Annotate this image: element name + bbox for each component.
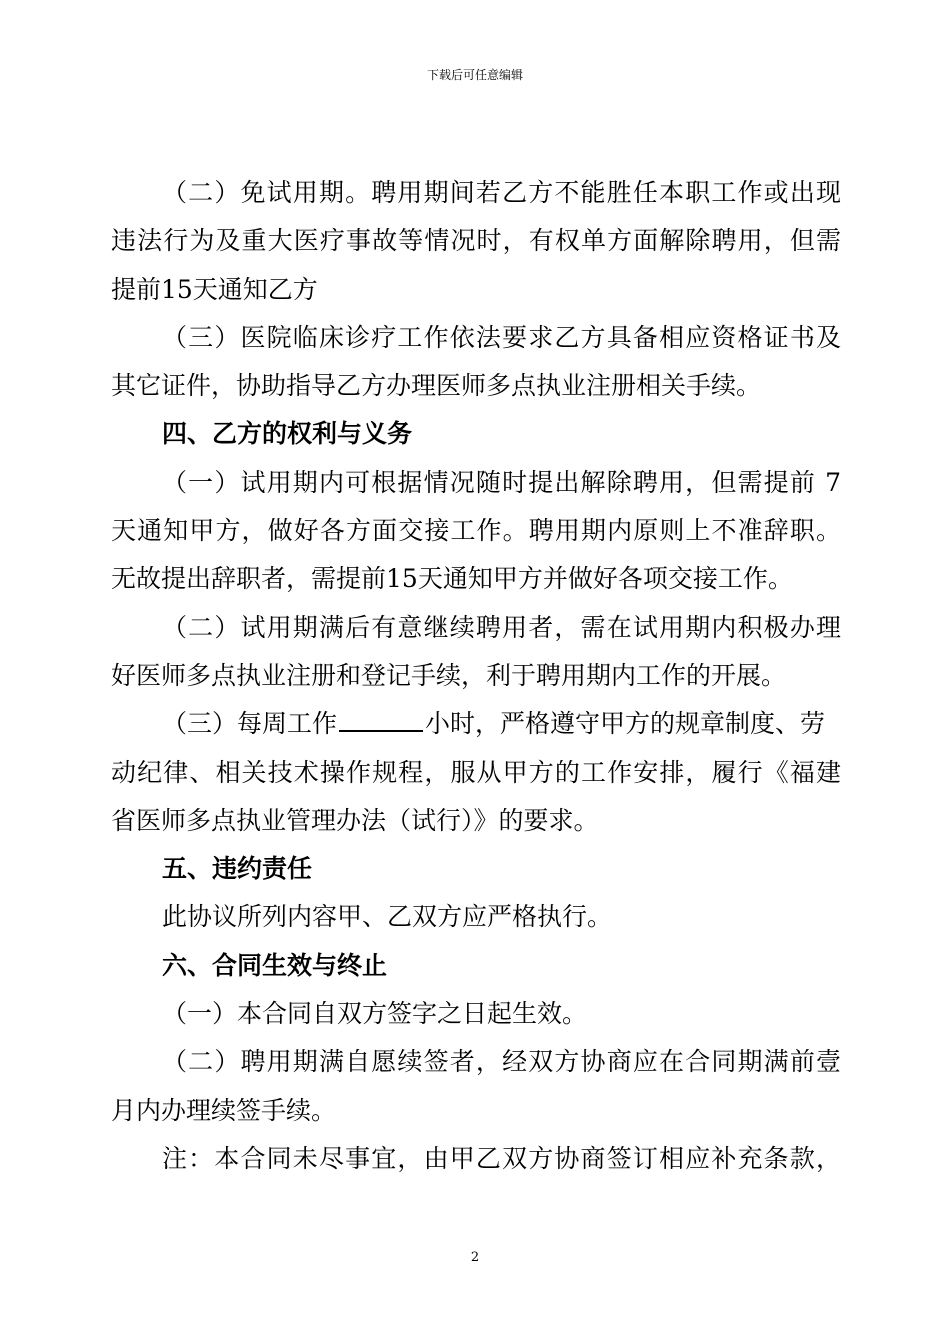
section-heading: 五、违约责任 [162,854,313,884]
paragraph-line: （一）试用期内可根据情况随时提出解除聘用，但需提前 7 [162,467,841,497]
paragraph-line: （二）免试用期。聘用期间若乙方不能胜任本职工作或出现 [162,178,841,207]
paragraph-line: 省医师多点执业管理办法（试行）》的要求。 [111,805,599,835]
paragraph-line: 此协议所列内容甲、乙双方应严格执行。 [162,902,613,932]
paragraph-line: 提前15天通知乙方 [111,274,318,304]
paragraph-line: （二）试用期满后有意继续聘用者，需在试用期内积极办理 [162,612,841,642]
page-header: 下载后可任意编辑 [426,68,523,82]
paragraph-line: 其它证件，协助指导乙方办理医师多点执业注册相关手续。 [111,371,762,401]
paragraph-line: （二）聘用期满自愿续签者，经双方协商应在合同期满前壹 [162,1047,841,1077]
document-body [111,168,841,1182]
paragraph-line: 月内办理续签手续。 [111,1095,337,1125]
paragraph-line: 好医师多点执业注册和登记手续，利于聘用期内工作的开展。 [111,660,787,690]
blank-suffix-text: 小时，严格遵守甲方的规章制度、劳 [425,709,826,739]
paragraph-line: （一）本合同自双方签字之日起生效。 [162,999,588,1029]
paragraph-line: 注：本合同未尽事宜，由甲乙双方协商签订相应补充条款， [162,1143,841,1173]
section-heading: 六、合同生效与终止 [162,950,388,980]
page-number: 2 [470,1250,480,1265]
section-heading: 四、乙方的权利与义务 [162,419,413,449]
fill-in-blank [339,702,423,732]
paragraph-line: 违法行为及重大医疗事故等情况时，有权单方面解除聘用，但需 [111,226,841,256]
paragraph-line: （三）医院临床诊疗工作依法要求乙方具备相应资格证书及 [162,322,841,352]
blank-prefix-text: （三）每周工作 [162,709,338,739]
paragraph-line: 动纪律、相关技术操作规程，服从甲方的工作安排，履行《福建 [111,757,841,787]
paragraph-line-with-blank [111,699,841,747]
paragraph-line: 无故提出辞职者，需提前15天通知甲方并做好各项交接工作。 [111,564,793,594]
paragraph-line: 天通知甲方，做好各方面交接工作。聘用期内原则上不准辞职。 [111,516,841,546]
